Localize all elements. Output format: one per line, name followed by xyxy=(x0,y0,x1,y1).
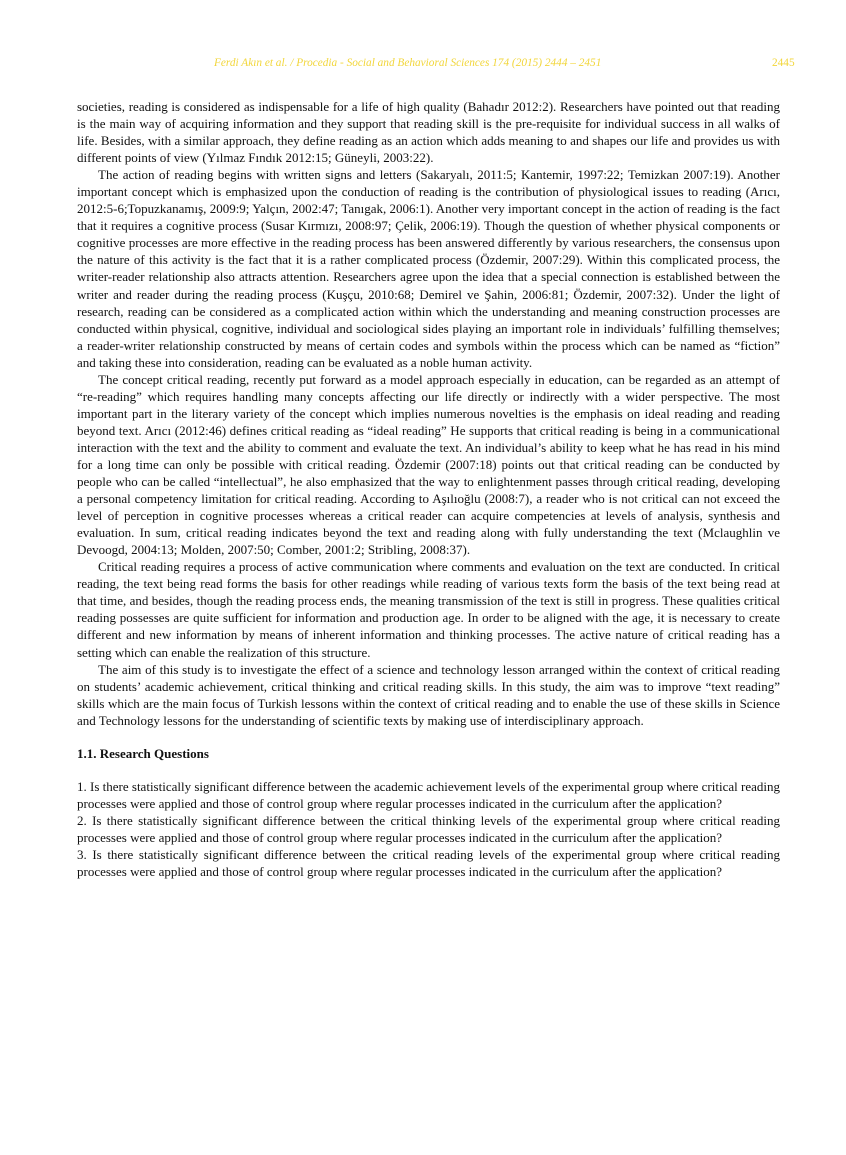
research-question-1: 1. Is there statistically significant difference between the academic achievement levels of the experimental group where critical reading processes were applied and those of control group where regular processes indicated in the curriculum after the application? xyxy=(77,778,780,811)
paragraph-active-communication: Critical reading requires a process of active communication where comments and evaluation on the text are conducted. In critical reading, the text being read forms the basis for other readings while reading of various texts form the basis of the text being read at that time, and besides, though the reading process ends, the meaning transmission of the text is still in progress. These qualities critical reading possesses are quite sufficient for information and production age. In order to be aligned with the age, it is necessary to create different and new information by means of inherent information and thinking processes. The active nature of critical reading has a setting which can enable the realization of this structure. xyxy=(77,559,780,660)
research-question-2: 2. Is there statistically significant difference between the critical thinking levels of the experimental group where critical reading processes were applied and those of control group where regular processes indicated in the curriculum after the application? xyxy=(77,812,780,845)
body-text xyxy=(77,98,780,880)
section-heading-research-questions: 1.1. Research Questions xyxy=(77,745,209,761)
running-header xyxy=(0,57,846,73)
paragraph-reading-action: The action of reading begins with written signs and letters (Sakaryalı, 2011:5; Kantemir, 1997:22; Temizkan 2007:19). Another important concept which is emphasized upon the conduction of reading is the contribution of physiological issues to reading (Arıcı, 2012:5-6;Topuzkanamış, 2009:9; Yalçın, 2002:47; Tanıgak, 2006:1). Another very important concept in the action of reading is the fact that it requires a cognitive process (Susar Kırmızı, 2008:97; Çelik, 2006:19). Though the question of whether physical components or cognitive processes are more effective in the reading process has been answered differently by various researchers, the consensus upon the nature of this activity is the fact that it is a rather complicated process (Özdemir, 2007:29). Within this complicated process, the writer-reader relationship also attracts attention. Researchers agree upon the idea that a special connection is established between the writer and reader during the reading process (Kuşçu, 2010:68; Demirel ve Şahin, 2006:81; Özdemir, 2007:32). Under the light of research, reading can be considered as a complicated action within which the understanding and meaning construction processes are conducted within physical, cognitive, individual and sociological sides playing an important role in individuals’ fulfilling themselves; a reader-writer relationship constructed by means of certain codes and symbols within the process which can be named as “fiction” and taking these into consideration, reading can be evaluated as a noble human activity. xyxy=(77,167,780,370)
paragraph-study-aim: The aim of this study is to investigate the effect of a science and technology lesson arranged within the context of critical reading on students’ academic achievement, critical thinking and critical reading skills. In this study, the aim was to improve “text reading” skills which are the main focus of Turkish lessons within the context of critical reading and to enable the use of these skills in Science and Technology lessons for the understanding of scientific texts by making use of interdisciplinary approach. xyxy=(77,661,780,728)
header-citation: Ferdi Akın et al. / Procedia - Social and Behavioral Sciences 174 (2015) 2444 – 2451 xyxy=(214,57,602,69)
research-question-3: 3. Is there statistically significant difference between the critical reading levels of the experimental group where critical reading processes were applied and those of control group where regular processes indicated in the curriculum after the application? xyxy=(77,846,780,880)
paragraph-continued: societies, reading is considered as indispensable for a life of high quality (Bahadır 2012:2). Researchers have pointed out that reading is the main way of acquiring information and they support that reading skill is the pre-requisite for individual success in all walks of life. Besides, with a similar approach, they define reading as an action which adds meaning to and shapes our life and provides us with different points of view (Yılmaz Fındık 2012:15; Güneyli, 2003:22). xyxy=(77,99,780,166)
research-questions-list xyxy=(77,778,780,880)
page-number: 2445 xyxy=(772,57,795,69)
paragraph-critical-reading-concept: The concept critical reading, recently put forward as a model approach especially in education, can be regarded as an attempt of “re-reading” which requires handling many concepts affecting our life directly or indirectly with a wider perspective. The most important part in the literary variety of the concept which implies numerous novelties is the emphasis on ideal reading and reading beyond text. Arıcı (2012:46) defines critical reading as “ideal reading” He supports that critical reading is being in a communicational interaction with the text and the ability to comment and evaluate the text. An individual’s ability to keep what he has read in his mind for a long time can only be possible with critical reading. Özdemir (2007:18) points out that critical reading can be conducted by people who can be called “intellectual”, he also emphasized that the way to enlightenment passes through critical reading, developing a personal competency limitation for critical reading. According to Aşılıoğlu (2008:7), a reader who is not critical can not exceed the level of perception in cognitive processes whereas a critical reader can acquire competencies at levels of analysis, synthesis and evaluation. In sum, critical reading indicates beyond the text and reading along with fully understanding the text (Mclaughlin ve Devoogd, 2004:13; Molden, 2007:50; Comber, 2001:2; Stribling, 2008:37). xyxy=(77,371,780,558)
